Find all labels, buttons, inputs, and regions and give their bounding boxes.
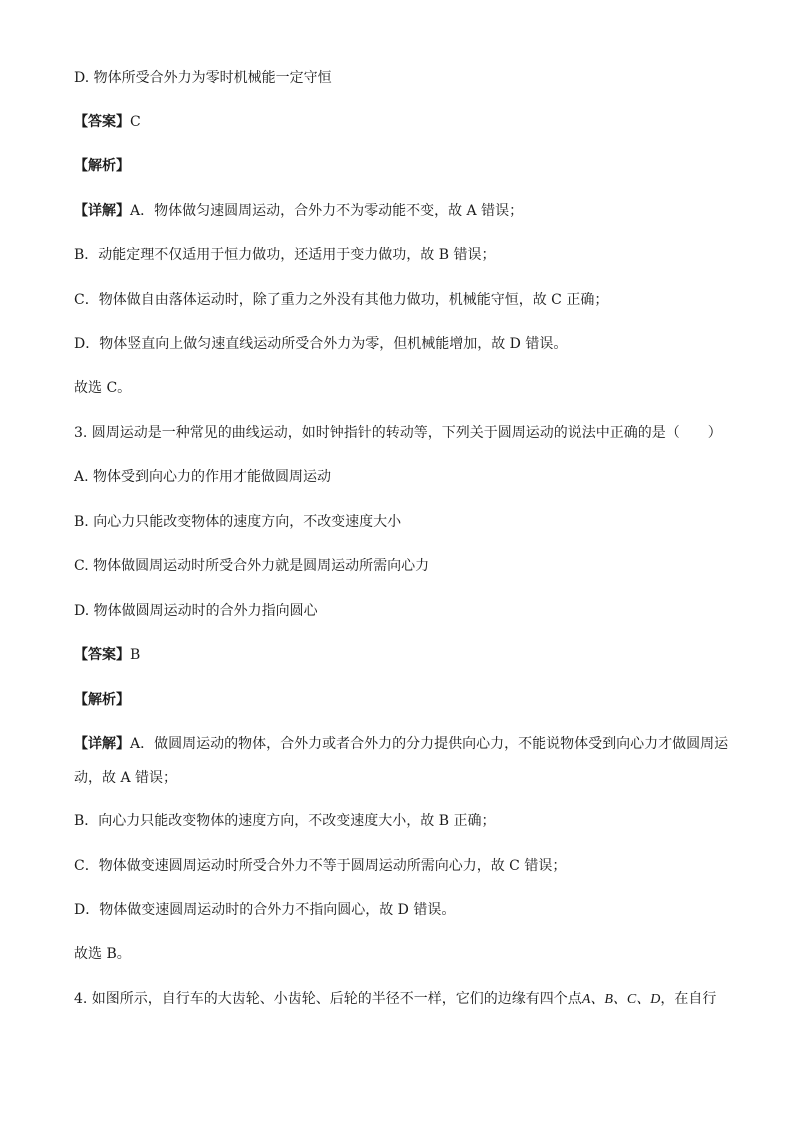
answer-value: C [130,114,141,130]
q2-option-d: D. 物体所受合外力为零时机械能一定守恒 [74,70,332,86]
q3-option-c: C. 物体做圆周运动时所受合外力就是圆周运动所需向心力 [74,558,430,574]
q2-detail-a [74,201,738,221]
q3-option-d: D. 物体做圆周运动时的合外力指向圆心 [74,603,318,619]
answer-tag: 【答案】 [74,647,130,663]
q3-detail-a [74,727,738,795]
q3-detail-d: D．物体做变速圆周运动时的合外力不指向圆心，故 D 错误。 [74,902,456,918]
q4-stem [74,989,738,1010]
answer-tag: 【答案】 [74,114,130,130]
q4-stem-suffix: ，在自行 [660,991,717,1007]
q3-conclusion: 故选 B。 [74,946,131,962]
q4-points: A、B、C、D [581,992,661,1007]
detail-tag: 【详解】 [74,736,130,752]
answer-value: B [130,647,141,663]
q2-analysis-tag: 【解析】 [74,158,130,174]
q2-detail-b: B．动能定理不仅适用于恒力做功，还适用于变力做功，故 B 错误； [74,247,496,263]
q3-stem: 3. 圆周运动是一种常见的曲线运动，如时钟指针的转动等，下列关于圆周运动的说法中正确的是（ ） [74,425,722,441]
detail-text: A．做圆周运动的物体，合外力或者合外力的分力提供向心力，不能说物体受到向心力才做圆周运动，故 A 错误； [74,736,729,786]
q2-conclusion: 故选 C。 [74,380,132,396]
q3-detail-b: B．向心力只能改变物体的速度方向，不改变速度大小，故 B 正确； [74,813,496,829]
detail-text: A．物体做匀速圆周运动，合外力不为零动能不变，故 A 错误； [130,203,524,219]
q2-detail-d: D．物体竖直向上做匀速直线运动所受合外力为零，但机械能增加，故 D 错误。 [74,336,568,352]
q3-answer [74,645,738,665]
detail-tag: 【详解】 [74,203,130,219]
q3-detail-c: C．物体做变速圆周运动时所受合外力不等于圆周运动所需向心力，故 C 错误； [74,858,567,874]
q4-stem-prefix: 4. 如图所示，自行车的大齿轮、小齿轮、后轮的半径不一样，它们的边缘有四个点 [74,991,582,1007]
q2-detail-c: C．物体做自由落体运动时，除了重力之外没有其他力做功，机械能守恒，故 C 正确； [74,292,609,308]
q2-answer [74,112,738,132]
q3-option-b: B. 向心力只能改变物体的速度方向，不改变速度大小 [74,514,402,530]
q3-analysis-tag: 【解析】 [74,692,130,708]
q3-option-a: A. 物体受到向心力的作用才能做圆周运动 [74,469,332,485]
